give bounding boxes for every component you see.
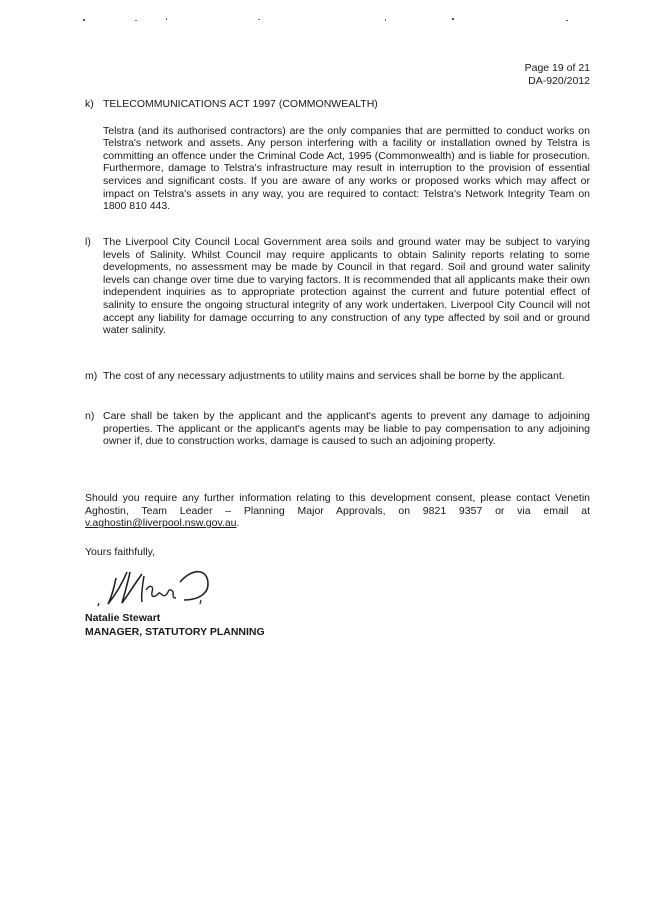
item-text: Telstra (and its authorised contractors) are the only companies that are permitted to conduct works on Telstra's network and assets. Any person interfering with a facility or installation owned by Telstra is committing an offence under the Criminal Code Act, 1995 (Commonwealth) and is liable for prosecution. Furthermore, damage to Telstra's infrastructure may result in interruption to the provision of essential services and significant costs. If you are aware of any works or proposed works which may affect or impact on Telstra's assets in any way, you are required to contact: Telstra's Network Integrity Team on 1800 810 443. [103, 124, 590, 213]
signature-block [85, 611, 265, 639]
condition-item-n [85, 410, 590, 448]
contact-email-link[interactable]: v.aghostin@liverpool.nsw.gov.au [85, 517, 237, 530]
item-label: m) [85, 370, 98, 382]
handwritten-signature [96, 562, 226, 612]
page-number: Page 19 of 21 [524, 62, 590, 74]
signer-title: MANAGER, STATUTORY PLANNING [85, 626, 265, 638]
condition-item-m [85, 370, 590, 383]
item-label: l) [85, 236, 91, 248]
condition-item-k [85, 98, 590, 213]
reference-number: DA-920/2012 [528, 75, 590, 87]
closing-paragraph [85, 492, 590, 530]
condition-item-l [85, 236, 590, 337]
page-header [525, 62, 590, 88]
signer-name: Natalie Stewart [85, 612, 161, 624]
closing-text: Should you require any further information relating to this development consent, please contact Venetin Aghostin, Team Leader – Planning Major Approvals, on 9821 9357 or via email at [85, 492, 590, 517]
item-label: k) [85, 98, 94, 110]
item-label: n) [85, 410, 95, 422]
item-heading: TELECOMMUNICATIONS ACT 1997 (COMMONWEALTH) [103, 98, 378, 110]
signoff: Yours faithfully, [85, 546, 156, 558]
closing-punctuation: . [236, 517, 240, 530]
scan-specks [0, 0, 652, 30]
item-text: Care shall be taken by the applicant and the applicant's agents to prevent any damage to adjoining properties. The applicant or the applicant's agents may be liable to pay compensation to any adjoining owner if, due to construction works, damage is caused to such an adjoining property. [103, 410, 590, 448]
item-text: The cost of any necessary adjustments to utility mains and services shall be borne by the applicant. [103, 370, 565, 382]
item-text: The Liverpool City Council Local Government area soils and ground water may be subject to varying levels of Salinity. Whilst Council may require applicants to obtain Salinity reports relating to some developments, no assessment may be made by Council in that regard. Soil and ground water salinity levels can change over time due to varying factors. It is recommended that all applicants make their own independent inquiries as to appropriate protection against the current and future potential effect of salinity to ensure the ongoing structural integrity of any work undertaken. Liverpool City Council will not accept any liability for damage occurring to any construction of any type affected by soil and or ground water salinity. [103, 236, 590, 337]
